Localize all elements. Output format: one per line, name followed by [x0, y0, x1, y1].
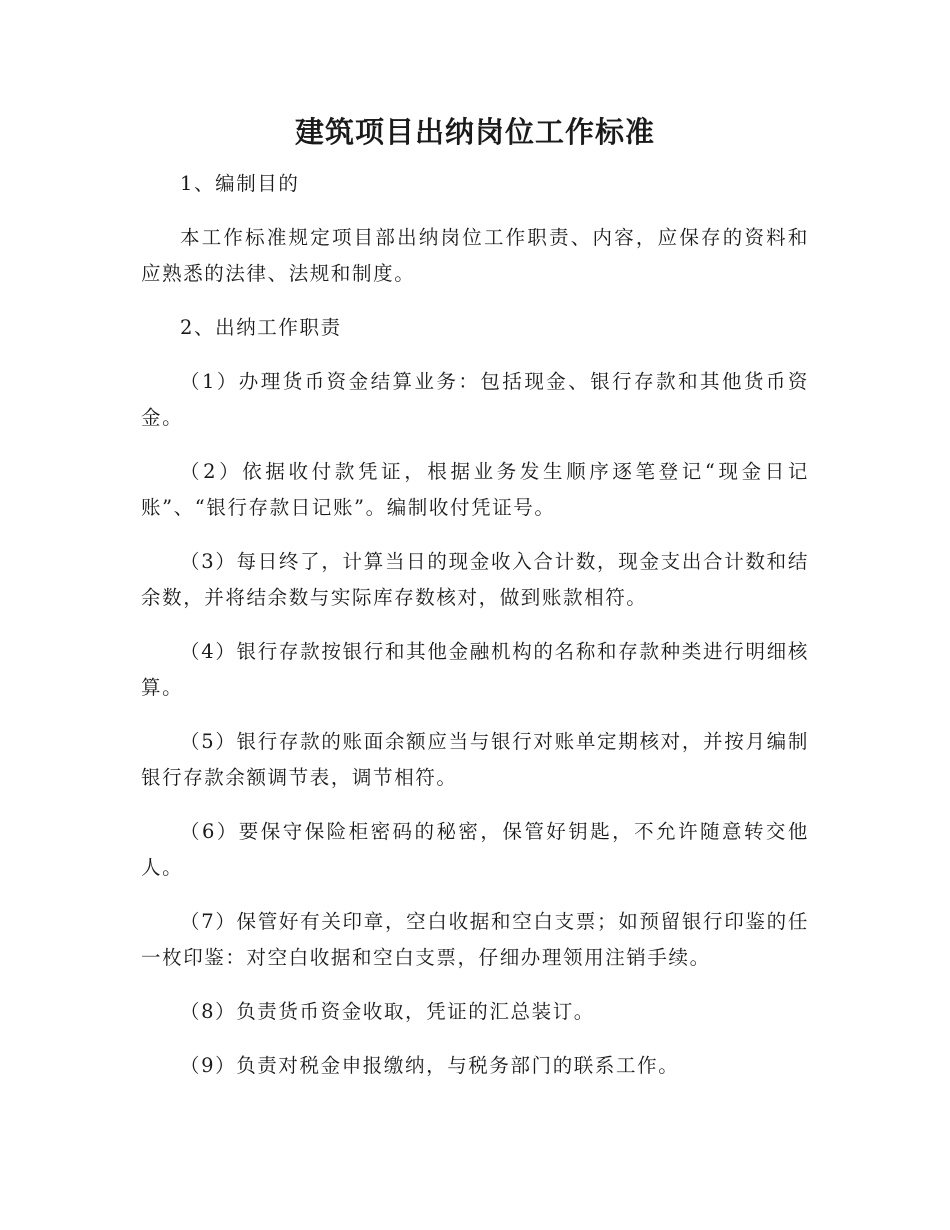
duty-item-8: （8）负责货币资金收取，凭证的汇总装订。 [180, 1000, 595, 1023]
section-heading-purpose: 1、编制目的 [180, 172, 300, 195]
duty-item-7: （7）保管好有关印章，空白收据和空白支票；如预留银行印鉴的任一枚印鉴：对空白收据和空白支票，仔细办理领用注销手续。 [141, 910, 809, 969]
document-body [141, 166, 809, 1102]
duty-item-5: （5）银行存款的账面余额应当与银行对账单定期核对，并按月编制银行存款余额调节表，调节相符。 [141, 730, 809, 789]
document-title: 建筑项目出纳岗位工作标准 [294, 115, 655, 149]
duty-item-6: （6）要保守保险柜密码的秘密，保管好钥匙，不允许随意转交他人。 [141, 820, 809, 879]
duty-item-4: （4）银行存款按银行和其他金融机构的名称和存款种类进行明细核算。 [141, 640, 809, 699]
paragraph-purpose: 本工作标准规定项目部出纳岗位工作职责、内容，应保存的资料和应熟悉的法律、法规和制度。 [141, 226, 809, 285]
duty-item-1: （1）办理货币资金结算业务：包括现金、银行存款和其他货币资金。 [141, 370, 809, 429]
duty-item-2: （2）依据收付款凭证，根据业务发生顺序逐笔登记“现金日记账”、“银行存款日记账”。编制收付凭证号。 [141, 460, 809, 519]
section-heading-duties: 2、出纳工作职责 [180, 316, 342, 339]
duty-item-3: （3）每日终了，计算当日的现金收入合计数，现金支出合计数和结余数，并将结余数与实际库存数核对，做到账款相符。 [141, 550, 809, 609]
duty-item-9: （9）负责对税金申报缴纳，与税务部门的联系工作。 [180, 1054, 680, 1077]
